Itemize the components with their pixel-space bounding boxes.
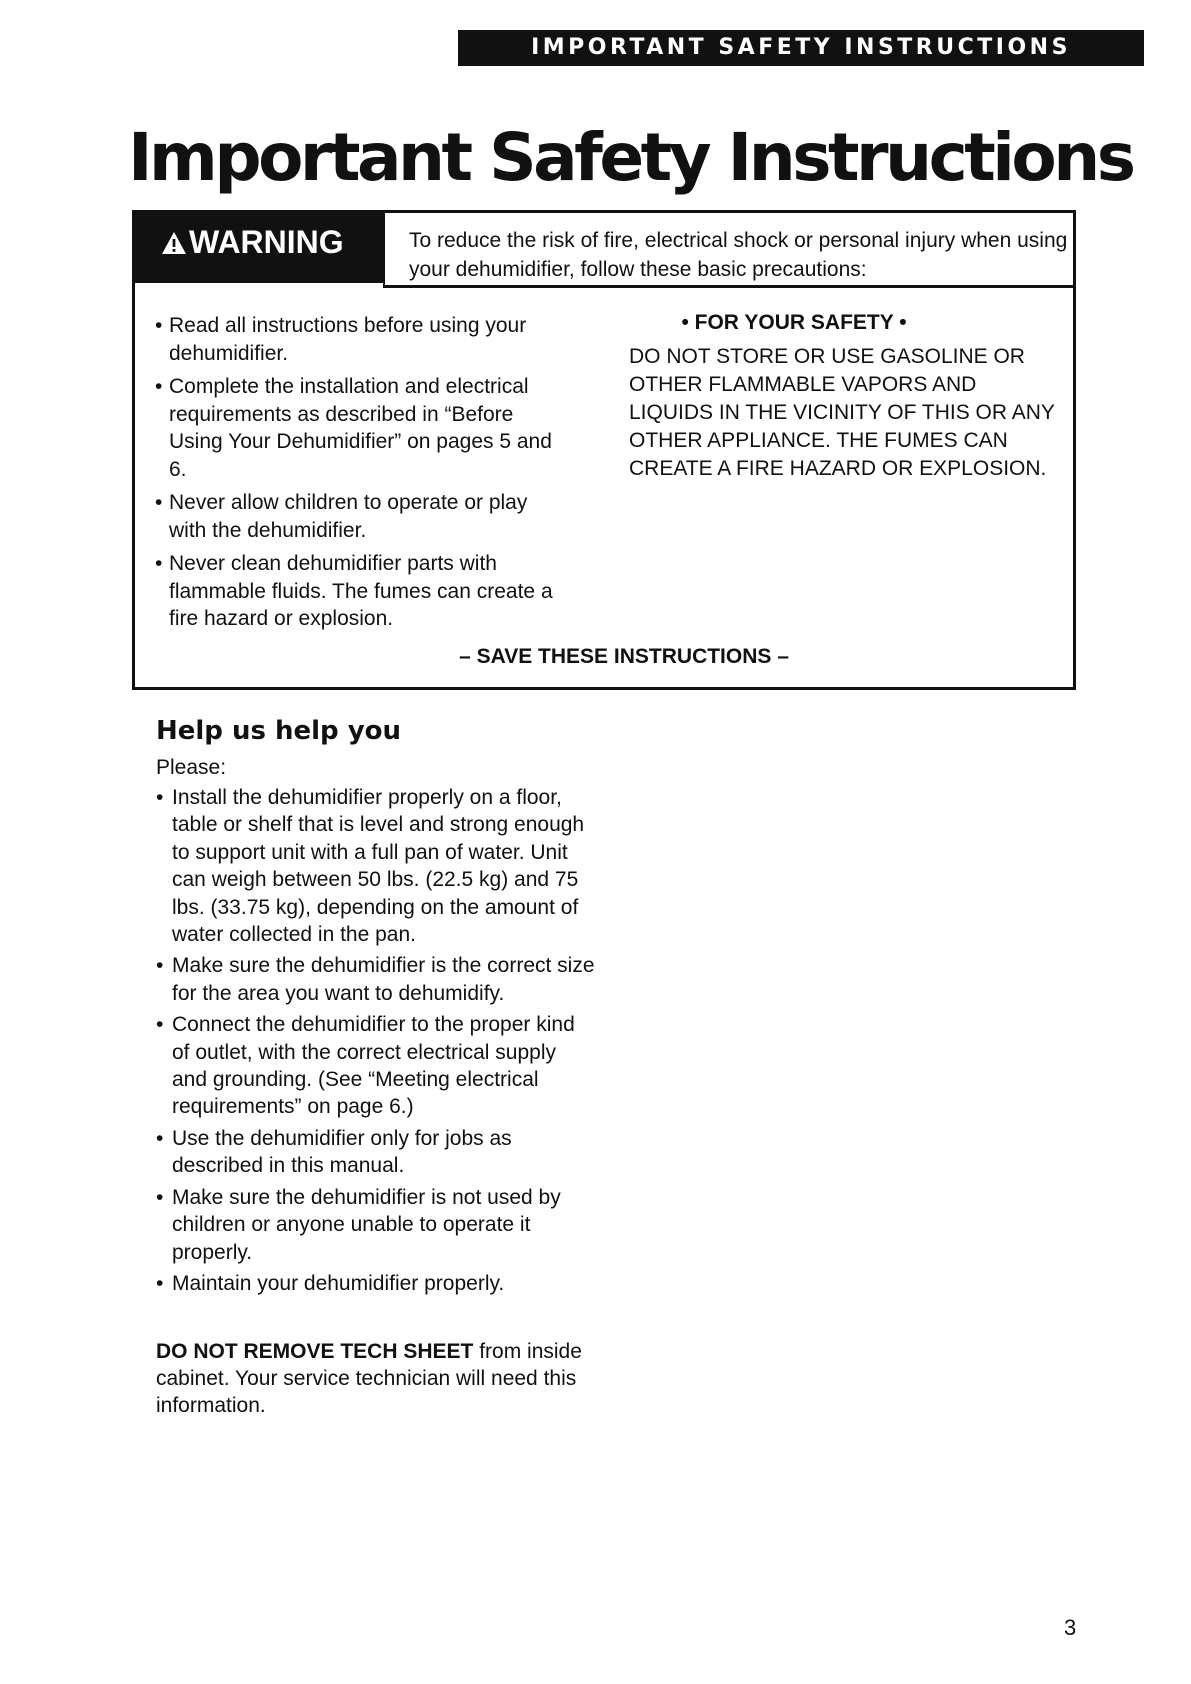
list-item: • Install the dehumidifier properly on a floor, table or shelf that is level and strong enough to support unit with a full pan of water. Unit can weigh between 50 lbs. (22.5 kg) and 75 lbs. (33.75 kg), depending on the amount of water collected in the pan.: [156, 784, 596, 948]
warning-label-text: WARNING: [189, 224, 344, 260]
list-item: • Maintain your dehumidifier properly.: [156, 1270, 596, 1297]
list-item: • Use the dehumidifier only for jobs as described in this manual.: [156, 1125, 596, 1180]
list-item: • Make sure the dehumidifier is not used by children or anyone unable to operate it properly.: [156, 1184, 596, 1266]
save-instructions-line: – SAVE THESE INSTRUCTIONS –: [459, 645, 789, 668]
page-number: 3: [1064, 1615, 1077, 1640]
help-please: Please:: [156, 756, 227, 779]
safety-heading: • FOR YOUR SAFETY •: [681, 311, 907, 334]
safety-text: DO NOT STORE OR USE GASOLINE OR OTHER FLAMMABLE VAPORS AND LIQUIDS IN THE VICINITY OF THIS OR ANY OTHER APPLIANCE. THE FUMES CAN CREATE A FIRE HAZARD OR EXPLOSION.: [629, 345, 1055, 480]
list-item: • Never clean dehumidifier parts with flammable fluids. The fumes can create a fire hazard or explosion.: [155, 550, 565, 633]
warning-precautions-list: [155, 312, 565, 639]
warning-label: [135, 213, 383, 283]
list-item: • Connect the dehumidifier to the proper kind of outlet, with the correct electrical supply and grounding. (See “Meeting electrical requirements” on page 6.): [156, 1011, 596, 1121]
list-item: • Make sure the dehumidifier is the correct size for the area you want to dehumidify.: [156, 952, 596, 1007]
tech-sheet-text: from inside cabinet. Your service technician will need this information.: [156, 1340, 582, 1417]
help-heading: Help us help you: [156, 716, 402, 746]
for-your-safety-section: [629, 309, 1059, 483]
page-title: Important Safety Instructions: [128, 119, 1133, 196]
list-item: • Never allow children to operate or play with the dehumidifier.: [155, 489, 565, 544]
tech-sheet-note: [156, 1338, 606, 1419]
list-item: • Complete the installation and electrical requirements as described in “Before Using Your Dehumidifier” on pages 5 and 6.: [155, 373, 565, 483]
list-item: • Read all instructions before using your dehumidifier.: [155, 312, 565, 367]
warning-triangle-icon: [161, 231, 187, 255]
warning-box: [132, 210, 1076, 690]
warning-intro: To reduce the risk of fire, electrical shock or personal injury when using your dehumidifier, follow these basic precautions:: [383, 213, 1073, 288]
tech-sheet-bold: DO NOT REMOVE TECH SHEET: [156, 1340, 474, 1363]
section-banner: IMPORTANT SAFETY INSTRUCTIONS: [458, 30, 1144, 66]
help-list: [156, 784, 596, 1301]
